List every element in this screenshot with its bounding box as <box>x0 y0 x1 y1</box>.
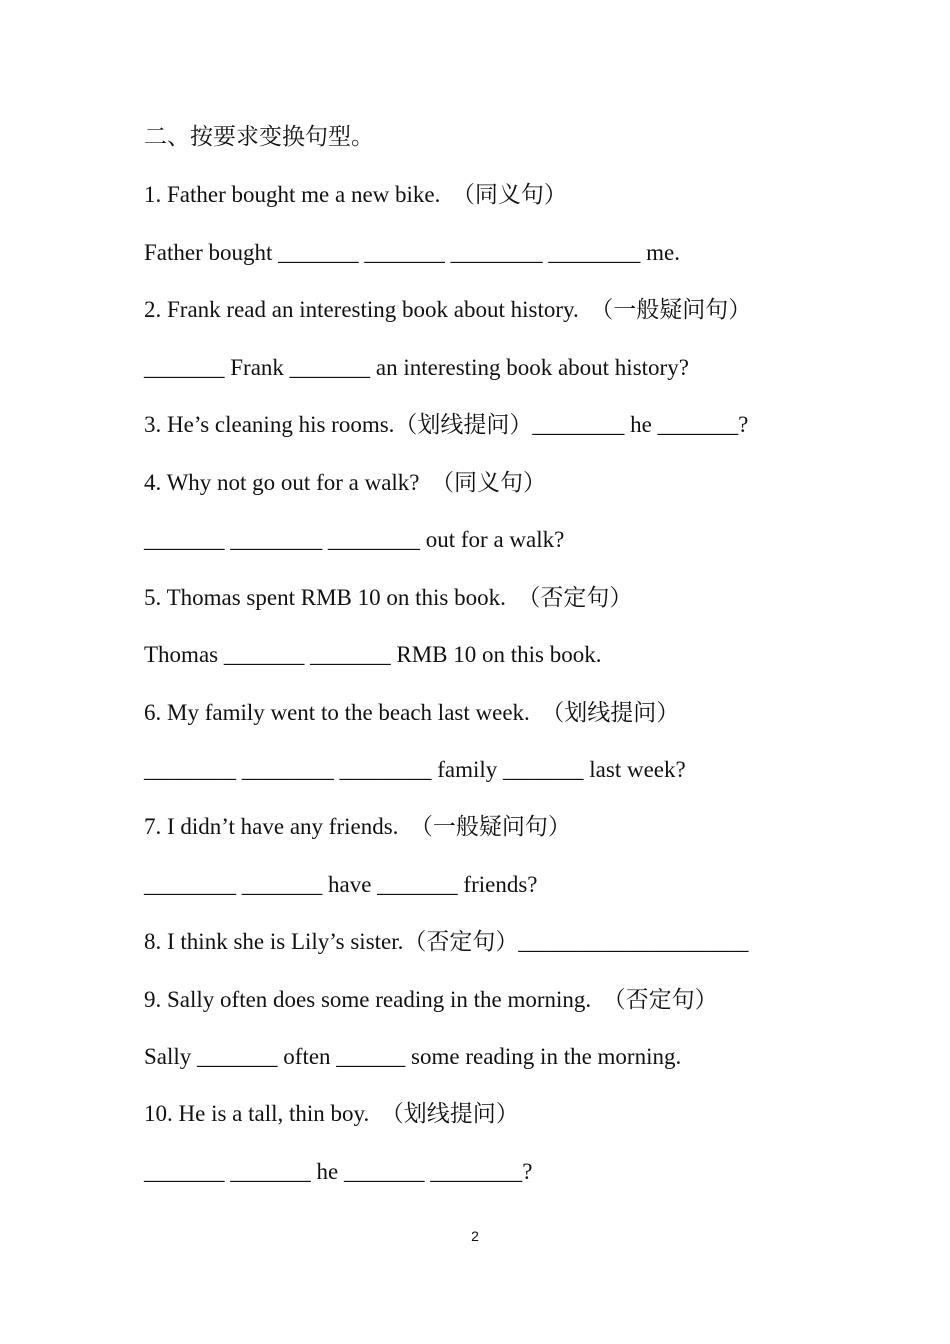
section-heading: 二、按要求变换句型。 <box>144 124 374 149</box>
question-10-prompt: 10. He is a tall, thin boy. （划线提问） <box>144 1101 519 1126</box>
question-1-answer-line: Father bought _______ _______ ________ ________ me. <box>144 240 680 265</box>
question-7-prompt: 7. I didn’t have any friends. （一般疑问句） <box>144 814 571 839</box>
question-10-answer-line: _______ _______ he _______ ________? <box>144 1159 533 1184</box>
question-2-prompt: 2. Frank read an interesting book about history. （一般疑问句） <box>144 297 752 322</box>
question-4-prompt: 4. Why not go out for a walk? （同义句） <box>144 470 547 495</box>
question-5-answer-line: Thomas _______ _______ RMB 10 on this book. <box>144 642 602 667</box>
question-4-answer-line: _______ ________ ________ out for a walk? <box>144 527 565 552</box>
page-number: 2 <box>471 1228 479 1244</box>
question-9-answer-line: Sally _______ often ______ some reading in the morning. <box>144 1044 682 1069</box>
question-6-answer-line: ________ ________ ________ family _______ last week? <box>144 757 686 782</box>
question-7-answer-line: ________ _______ have _______ friends? <box>144 872 538 897</box>
question-8-prompt: 8. I think she is Lily’s sister.（否定句）____________________ <box>144 929 749 954</box>
question-9-prompt: 9. Sally often does some reading in the morning. （否定句） <box>144 987 718 1012</box>
question-6-prompt: 6. My family went to the beach last week. （划线提问） <box>144 700 680 725</box>
question-5-prompt: 5. Thomas spent RMB 10 on this book. （否定句） <box>144 585 633 610</box>
question-3-prompt: 3. He’s cleaning his rooms.（划线提问）________ he _______? <box>144 412 749 437</box>
question-1-prompt: 1. Father bought me a new bike. （同义句） <box>144 182 567 207</box>
question-2-answer-line: _______ Frank _______ an interesting book about history? <box>144 355 689 380</box>
